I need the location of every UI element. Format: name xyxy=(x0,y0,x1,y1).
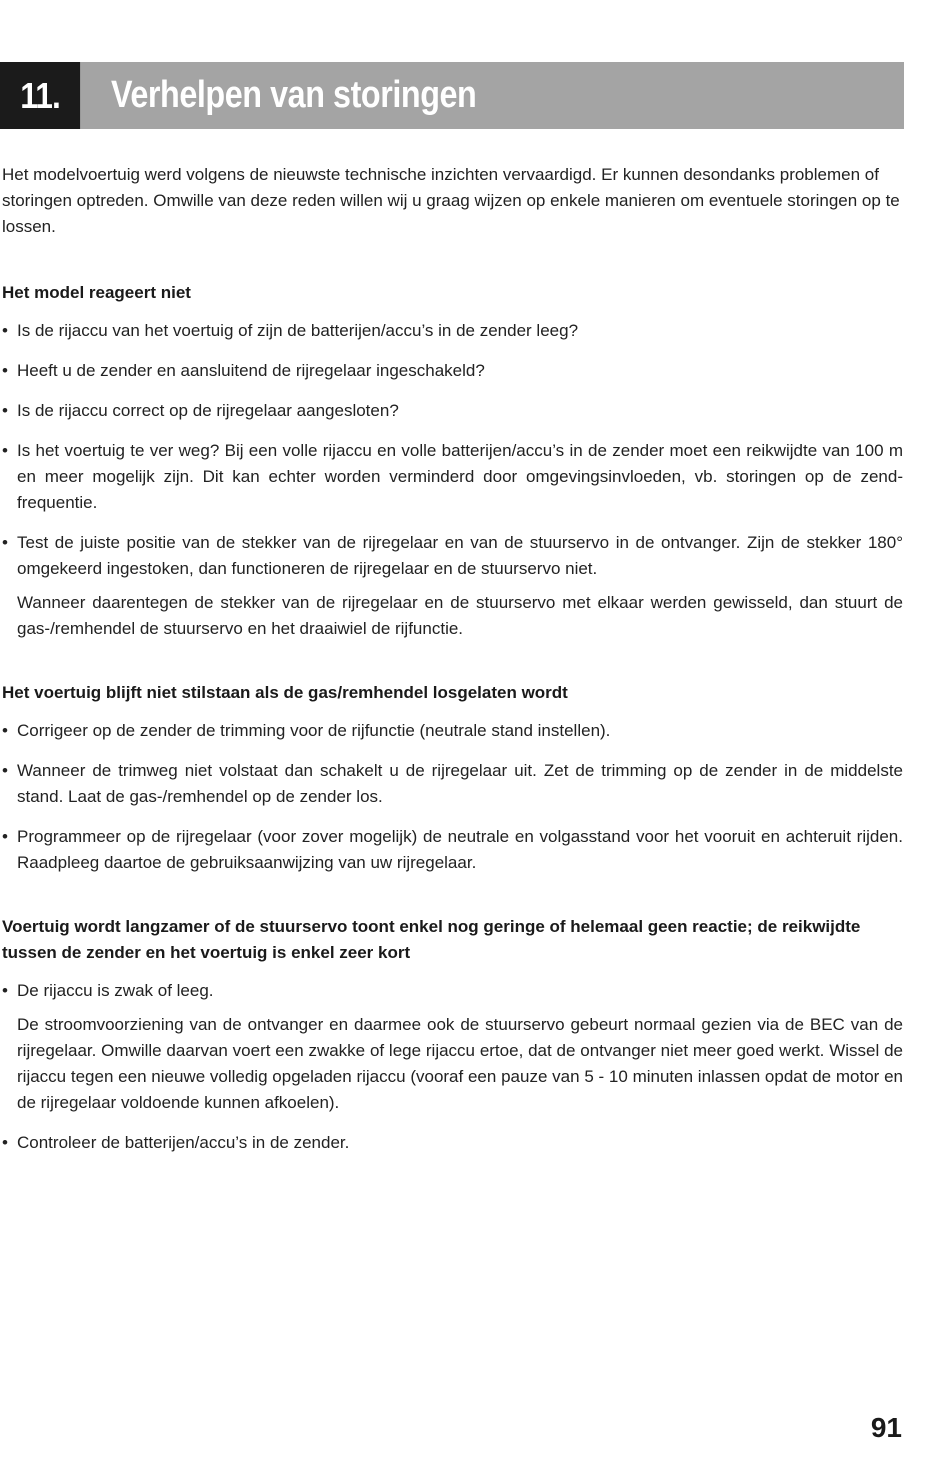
list-item: • De rijaccu is zwak of leeg. xyxy=(2,978,903,1004)
list-item: • Wanneer de trimweg niet volstaat dan schakelt u de rijregelaar uit. Zet de trimming op de zender in de middelste stand. Laat de gas-/remhendel op de zender los. xyxy=(2,758,903,810)
list-item: • Heeft u de zender en aansluitend de rijregelaar ingeschakeld? xyxy=(2,358,903,384)
page-content xyxy=(2,162,903,1182)
section-heading: Het voertuig blijft niet stilstaan als de gas/remhendel losgelaten wordt xyxy=(2,683,568,702)
bullet-list xyxy=(2,1130,903,1156)
list-item: • Is het voertuig te ver weg? Bij een volle rijaccu en volle batterijen/accu’s in de zender moet een reikwijdte van 100 m en meer mogelijk zijn. Dit kan echter worden verminderd door omgevingsinvloeden, vb. storingen op de zend-frequentie. xyxy=(2,438,903,516)
chapter-title: Verhelpen van storingen xyxy=(111,74,477,116)
page-number: 91 xyxy=(870,1412,902,1443)
list-item: • Programmeer op de rijregelaar (voor zover mogelijk) de neutrale en volgasstand voor het vooruit en achteruit rijden. Raadpleeg daartoe de gebruiksaanwijzing van uw rijregelaar. xyxy=(2,824,903,876)
intro-paragraph: Het modelvoertuig werd volgens de nieuwste technische inzichten vervaardigd. Er kunnen desondanks problemen of storingen optreden. Omwille van deze reden willen wij u graag wijzen op enkele manieren om eventuele storingen op te lossen. xyxy=(2,165,900,236)
list-item: • Is de rijaccu correct op de rijregelaar aangesloten? xyxy=(2,398,903,424)
list-item: • Is de rijaccu van het voertuig of zijn de batterijen/accu’s in de zender leeg? xyxy=(2,318,903,344)
note-paragraph: De stroomvoorziening van de ontvanger en daarmee ook de stuurservo gebeurt normaal gezien via de BEC van de rijregelaar. Omwille daarvan voert een zwakke of lege rijaccu ertoe, dat de ontvanger niet meer goed werkt. Wissel de rijaccu tegen een nieuwe volledig opgeladen rijaccu (vooraf een pauze van 5 - 10 minuten inlassen opdat de motor en de rijregelaar voldoende kunnen afkoelen). xyxy=(17,1015,903,1112)
list-item: • Controleer de batterijen/accu’s in de zender. xyxy=(2,1130,903,1156)
chapter-header xyxy=(0,62,904,129)
chapter-number: 11. xyxy=(0,62,80,129)
list-item: • Corrigeer op de zender de trimming voor de rijfunctie (neutrale stand instellen). xyxy=(2,718,903,744)
section-vehicle-not-stopping xyxy=(2,680,903,876)
bullet-list xyxy=(2,318,903,582)
section-model-not-responding xyxy=(2,280,903,642)
section-heading: Voertuig wordt langzamer of de stuurservo toont enkel nog geringe of helemaal geen reactie; de reikwijdte tussen de zender en het voertuig is enkel zeer kort xyxy=(2,917,861,962)
note-paragraph: Wanneer daarentegen de stekker van de rijregelaar en de stuurservo met elkaar werden gewisseld, dan stuurt de gas-/remhendel de stuurservo en het draaiwiel de rijfunctie. xyxy=(17,593,903,638)
list-item: • Test de juiste positie van de stekker van de rijregelaar en van de stuurservo in de ontvanger. Zijn de stekker 180° omgekeerd ingestoken, dan functioneren de rijregelaar en de stuurservo niet. xyxy=(2,530,903,582)
bullet-list xyxy=(2,978,903,1004)
section-vehicle-slower xyxy=(2,914,903,1156)
section-heading: Het model reageert niet xyxy=(2,283,191,302)
bullet-list xyxy=(2,718,903,876)
